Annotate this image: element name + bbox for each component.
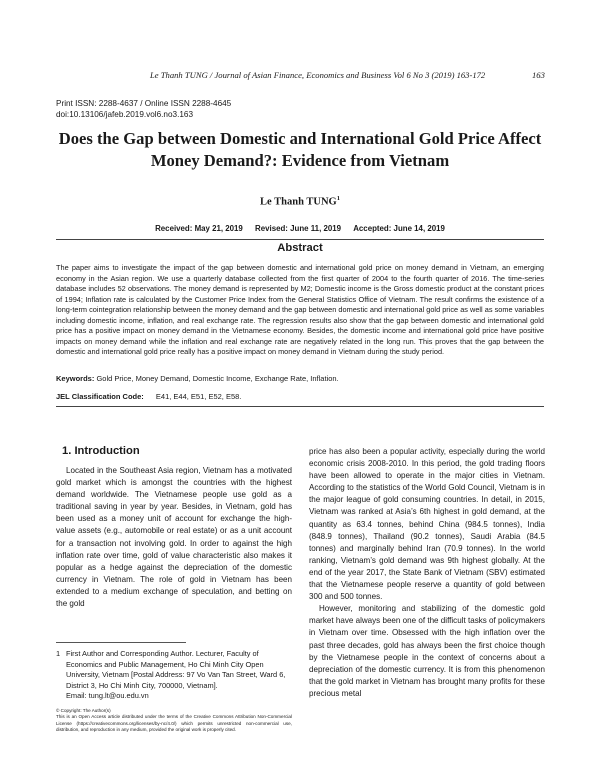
page-number: 163 [532,70,545,80]
author-footnote-mark: 1 [336,195,340,202]
footnote-number: 1 [56,649,61,658]
author-name: Le Thanh TUNG [260,196,337,208]
author-line [0,195,600,208]
abstract-body: The paper aims to investigate the impact of the gap between domestic and international gold price on money demand in Vietnam, an emerging economy in the Asian region. We use a quarterly database collected from the first quarter of 2004 to the fourth quarter of 2016. The time-series database includes 52 observations. The money demand is represented by M2; Domestic income is the Gross domestic product at the constant prices of 1994; Inflation rate is calculated by the Customer Price Index from the General Statistics Office of Vietnam. The result confirms the existence of a long-term cointegration relationship between the money demand and the gap between domestic and international gold price as well as some variables including domestic income, inflation, and real exchange rate. The regression results also show that the gap between domestic and international gold price has a positive impact on money demand in the Vietnamese economy. Besides, the domestic income and international gold price have positive impacts on money demand while the inflation and real exchange rate are negatively related in the long run. This proves that the gap between the domestic and international gold price really has a positive impact on money demand in Vietnam during the study period. [56,263,544,356]
submission-dates [0,224,600,233]
footnote-body: First Author and Corresponding Author. Lecturer, Faculty of Economics and Public Management, Ho Chi Minh City Open University, Vietnam [Postal Address: 97 Vo Van Tan Street, Ward 6, District 3, Ho Chi Minh City, 700000, Vietnam]. [66,649,286,690]
paper-title [40,128,560,172]
jel-label: JEL Classification Code: [56,392,144,401]
divider-top [56,239,544,240]
footnote-email: Email: tung.lt@ou.edu.vn [66,691,149,701]
doi-line: doi:10.13106/jafeb.2019.vol6.no3.163 [56,110,194,119]
intro-paragraph-1: Located in the Southeast Asia region, Vietnam has a motivated gold market which is amongst the countries with the highest demand worldwide. The Vietnamese people use gold as a traditional saving in year by year. Besides, in Vietnam, gold has been used as a money unit of account for exchange the high-value assets (e.g., automobile or real estate) or as a unit account for a transaction not involving gold. In order to against the high inflation rate over time, gold of value characteristic also makes it popular as a hedge against the depreciation of the domestic currency in Vietnam. The role of gold in Vietnam has been extended to a medium exchange of speculation, and betting on the gold [56,466,292,609]
title-line-2: Money Demand?: Evidence from Vietnam [150,151,450,170]
license-text: This is an Open Access article distributed under the terms of the Creative Commons Attribution Non-Commercial License (https://creativecommons.org/licenses/by-nc/4.0/) which permits unrestricted non-commercial use, distribution, and reproduction in any medium, provided the original work is properly cited. [56,714,292,732]
accepted-date: Accepted: June 14, 2019 [353,224,445,233]
jel-codes: E41, E44, E51, E52, E58. [155,392,242,401]
issn-block [56,98,231,120]
copyright-line: © Copyright: The Author(s) [56,708,111,713]
left-column [56,465,292,610]
divider-bottom [56,406,544,407]
footnote [56,649,292,702]
revised-date: Revised: June 11, 2019 [255,224,342,233]
title-line-1: Does the Gap between Domestic and International Gold Price Affect [58,129,542,148]
intro-paragraph-2: price has also been a popular activity, especially during the world economic crisis 2008-2010. In this period, the gold trading floors have been allowed to operate in the major cities in Vietnam. According to the statistics of the World Gold Council, Vietnam is in the major league of gold consuming countries. In detail, in 2015, Vietnam was ranked at Asia’s 6th highest in gold demand, at the quantity as 63.4 tonnes, behind China (984.5 tonnes), India (848.9 tonnes), Thailand (90.2 tonnes), Saudi Arabia (84.5 tonnes) and marginally behind Iran (70.9 tonnes). In the world ranking, Vietnam’s gold demand was 9th highest globally. At the end of the year 2017, the State Bank of Vietnam (SBV) estimated that the Vietnamese people reserve a quantity of gold between 300 and 500 tonnes. [309,447,545,602]
footnote-divider [56,642,186,643]
copyright-notice [56,708,292,733]
keywords-text: Gold Price, Money Demand, Domestic Income, Exchange Rate, Inflation. [96,374,339,383]
keywords-label: Keywords: [56,374,95,383]
section-heading-introduction: 1. Introduction [62,445,140,457]
issn-line: Print ISSN: 2288-4637 / Online ISSN 2288-4645 [56,99,232,108]
jel-line [56,392,544,401]
abstract-heading: Abstract [277,242,323,254]
running-header-text: Le Thanh TUNG / Journal of Asian Finance, Economics and Business Vol 6 No 3 (2019) 163-172 [150,70,486,80]
right-column [309,446,545,700]
received-date: Received: May 21, 2019 [155,224,243,233]
keywords-line [56,374,544,383]
intro-paragraph-3: However, monitoring and stabilizing of the domestic gold market have always been one of the difficult tasks of policymakers in Vietnam over time. Obsessed with the high inflation over the past three decades, gold has always been the first choice though by the Vietnamese people in the context of concerns about a depreciation of the domestic currency. It is from this phenomenon that the gold market in Vietnam has brought many profits for these precious metal [309,604,545,698]
